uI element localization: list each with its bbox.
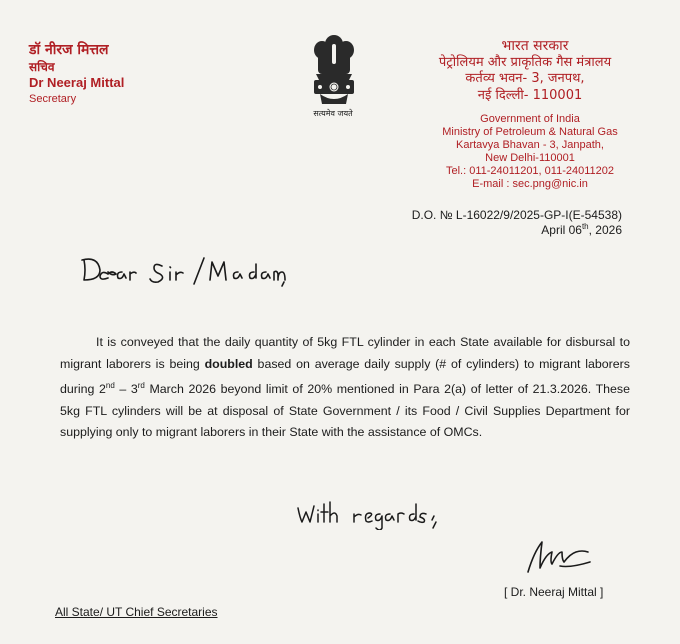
do-number: D.O. № L-16022/9/2025-GP-I(E-54538): [411, 208, 622, 222]
handwritten-closing: [294, 494, 444, 530]
letter-body: [60, 332, 630, 444]
date-prefix: April 06: [541, 223, 582, 237]
ministry-email: E-mail : sec.png@nic.in: [472, 178, 588, 190]
letter-date: [541, 222, 622, 237]
sender-hindi-title: सचिव: [29, 60, 55, 74]
ordinal-superscript: nd: [105, 381, 115, 390]
sender-name: Dr Neeraj Mittal: [29, 75, 125, 90]
addressee: All State/ UT Chief Secretaries: [55, 605, 218, 619]
body-part: It is conveyed that the daily quantity of 5kg FTL cylinder in each State available for disbursal to migrant laborers is being: [60, 335, 630, 371]
signature-image: [520, 536, 610, 576]
emblem-motto: सत्यमेव जयते: [313, 109, 353, 118]
ministry-phone: Tel.: 011-24011201, 011-24011202: [446, 165, 614, 177]
date-year: , 2026: [588, 223, 622, 237]
ministry-english-line: Government of India: [480, 113, 580, 125]
body-part: based on average daily supply (# of cylinders) to migrant laborers during 2: [60, 356, 630, 397]
sender-hindi-name: डॉ नीरज मित्तल: [29, 42, 109, 58]
ministry-hindi-line: भारत सरकार: [501, 38, 569, 54]
date-ordinal: th: [581, 222, 589, 231]
national-emblem-icon: [298, 30, 370, 120]
ministry-hindi-line: पेट्रोलियम और प्राकृतिक गैस मंत्रालय: [438, 55, 612, 70]
sender-title: Secretary: [29, 93, 77, 105]
ministry-hindi-line: कर्तव्य भवन- 3, जनपथ,: [465, 71, 585, 86]
handwritten-salutation: [78, 248, 288, 288]
ministry-hindi-line: नई दिल्ली- 110001: [477, 88, 583, 103]
body-part: March 2026 beyond limit of 20% mentioned in Para 2(a) of letter of 21.3.2026. These 5kg FTL cylinders will be at disposal of State Government / its Food / Civil Supplies Department for supplying only to migrant laborers in their State with the assistance of OMCs.: [60, 382, 631, 440]
ministry-english-line: New Delhi-110001: [485, 152, 575, 164]
body-part: – 3: [114, 382, 138, 397]
body-emphasis: doubled: [204, 356, 253, 371]
ministry-english-line: Kartavya Bhavan - 3, Janpath,: [456, 139, 604, 151]
ordinal-superscript: rd: [137, 381, 145, 390]
signatory-name: [ Dr. Neeraj Mittal ]: [504, 585, 604, 599]
ministry-english-line: Ministry of Petroleum & Natural Gas: [442, 126, 618, 138]
